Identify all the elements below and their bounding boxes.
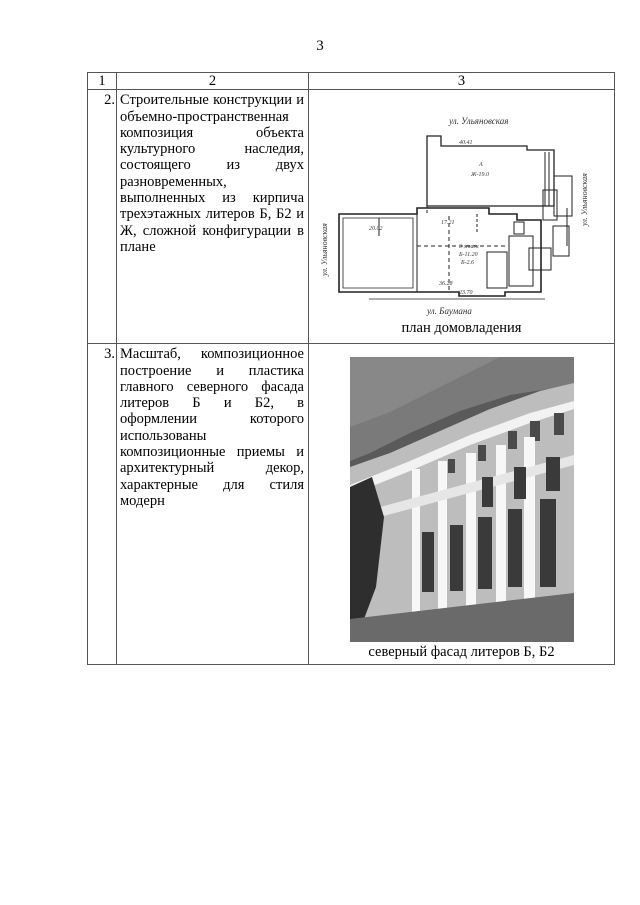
svg-text:ул. Ульяновская: ул. Ульяновская: [320, 223, 329, 277]
row-description: Масштаб, композиционное построение и пластика главного северного фасада литеров Б и Б2, в оформлении которого использованы композиционные приемы и архитектурный декор, характерные для стиля модерн: [117, 344, 309, 665]
svg-text:36.28: 36.28: [439, 281, 453, 288]
svg-text:23.70: 23.70: [459, 290, 473, 297]
svg-text:17.21: 17.21: [441, 220, 455, 227]
row-number: 2.: [88, 90, 117, 344]
column-header-3: 3: [309, 73, 615, 90]
north-facade-photo: [350, 357, 574, 642]
svg-text:40.41: 40.41: [459, 140, 473, 147]
figure-cell: [309, 344, 615, 665]
figure-caption: северный фасад литеров Б, Б2: [368, 644, 555, 661]
table-row: [88, 90, 615, 344]
row-number: 3.: [88, 344, 117, 665]
table-header-row: [88, 73, 615, 90]
svg-text:3 этаж: 3 этаж: [459, 244, 480, 251]
svg-text:Ж-19.0: Ж-19.0: [471, 172, 489, 179]
figure-caption: план домовладения: [401, 320, 522, 337]
row-description: Строительные конструкции и объемно-пространственная композиция объекта культурного наследия, состоящего из двух разновременных, выполненных из кирпича трехэтажных литеров Б, Б2 и Ж, сложной конфигурации в плане: [117, 90, 309, 344]
svg-text:Б-11.20: Б-11.20: [459, 252, 478, 259]
column-header-2: 2: [117, 73, 309, 90]
column-header-1: 1: [88, 73, 117, 90]
svg-text:20.02: 20.02: [369, 226, 383, 233]
figure-cell: [309, 90, 615, 344]
svg-text:Б-2.6: Б-2.6: [461, 260, 475, 267]
monument-features-table: [87, 72, 615, 665]
page-number: 3: [316, 38, 324, 54]
svg-text:ул. Ульяновская: ул. Ульяновская: [449, 116, 509, 127]
svg-text:ул. Ульяновская: ул. Ульяновская: [580, 173, 589, 227]
table-row: [88, 344, 615, 665]
svg-text:А: А: [479, 162, 483, 169]
svg-text:ул. Баумана: ул. Баумана: [427, 306, 472, 317]
site-plan-drawing: [309, 96, 615, 326]
